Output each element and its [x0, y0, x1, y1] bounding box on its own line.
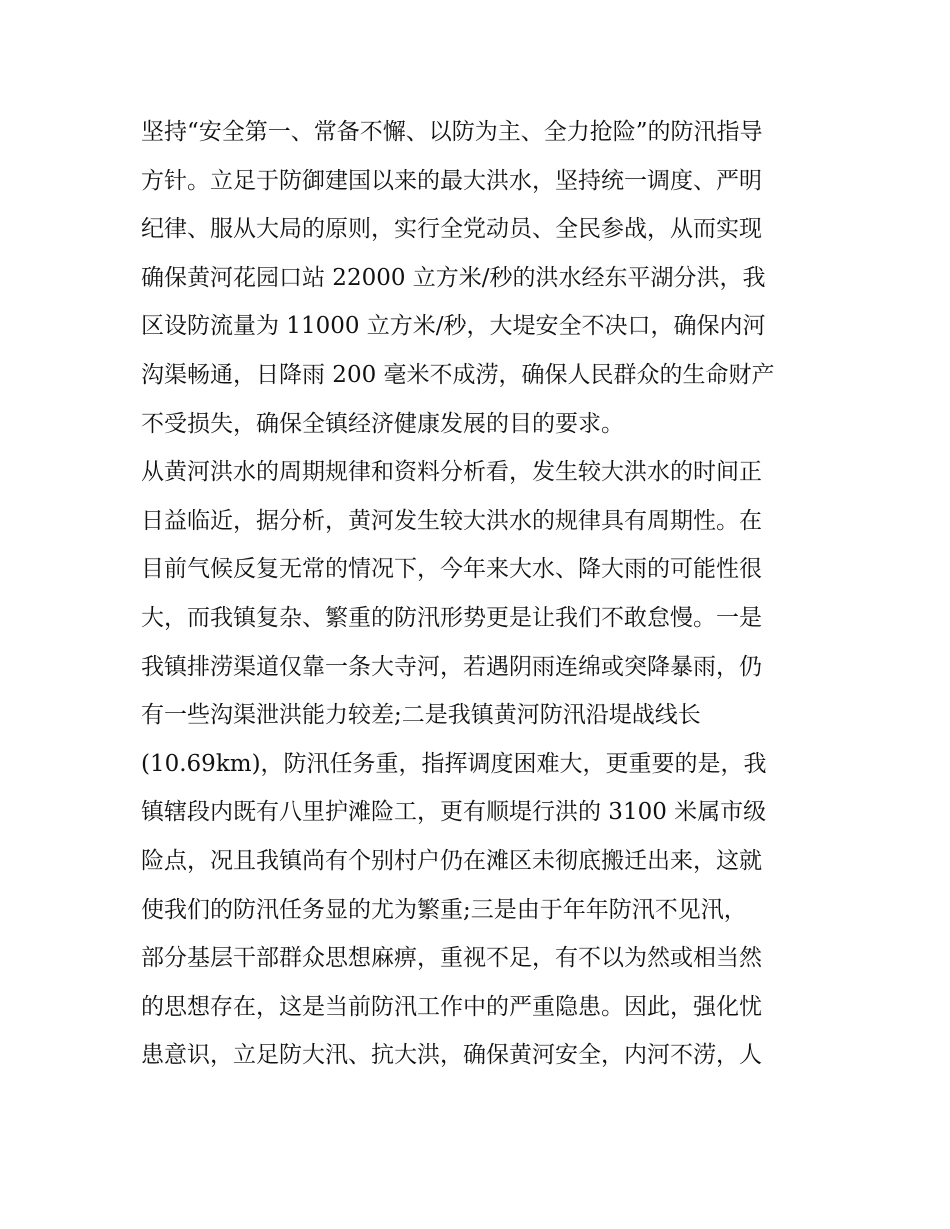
text-line: 大，而我镇复杂、繁重的防汛形势更是让我们不敢怠慢。一是: [141, 604, 762, 631]
text-line: 沟渠畅通，日降雨 200 毫米不成涝，确保人民群众的生命财产: [141, 361, 775, 388]
text-line: 日益临近，据分析，黄河发生较大洪水的规律具有周期性。在: [141, 507, 762, 534]
text-line: 镇辖段内既有八里护滩险工，更有顺堤行洪的 3100 米属市级: [141, 799, 767, 826]
text-line: 确保黄河花园口站 22000 立方米/秒的洪水经东平湖分洪，我: [141, 264, 766, 291]
text-line: 不受损失，确保全镇经济健康发展的目的要求。: [141, 410, 624, 437]
text-line: 我镇排涝渠道仅靠一条大寺河，若遇阴雨连绵或突降暴雨，仍: [141, 653, 762, 680]
body-text: [141, 108, 821, 1080]
text-line: 方针。立足于防御建国以来的最大洪水，坚持统一调度、严明: [141, 167, 762, 194]
text-line: 目前气候反复无常的情况下，今年来大水、降大雨的可能性很: [141, 556, 762, 583]
text-line: 患意识，立足防大汛、抗大洪，确保黄河安全，内河不涝，人: [141, 1042, 762, 1069]
text-line: 纪律、服从大局的原则，实行全党动员、全民参战，从而实现: [141, 216, 762, 243]
text-line: 坚持“安全第一、常备不懈、以防为主、全力抢险”的防汛指导: [141, 119, 763, 145]
text-line: (10.69km)，防汛任务重，指挥调度困难大，更重要的是，我: [141, 750, 767, 777]
text-line: 有一些沟渠泄洪能力较差;二是我镇黄河防汛沿堤战线长: [141, 702, 701, 729]
text-line: 从黄河洪水的周期规律和资料分析看，发生较大洪水的时间正: [141, 459, 762, 486]
text-line: 险点，况且我镇尚有个别村户仍在滩区未彻底搬迁出来，这就: [141, 847, 762, 874]
text-line: 使我们的防汛任务显的尤为繁重;三是由于年年防汛不见汛，: [141, 896, 747, 923]
text-line: 的思想存在，这是当前防汛工作中的严重隐患。因此，强化忧: [141, 993, 762, 1020]
text-line: 部分基层干部群众思想麻痹，重视不足，有不以为然或相当然: [141, 945, 762, 972]
text-line: 区设防流量为 11000 立方米/秒，大堤安全不决口，确保内河: [141, 313, 766, 340]
